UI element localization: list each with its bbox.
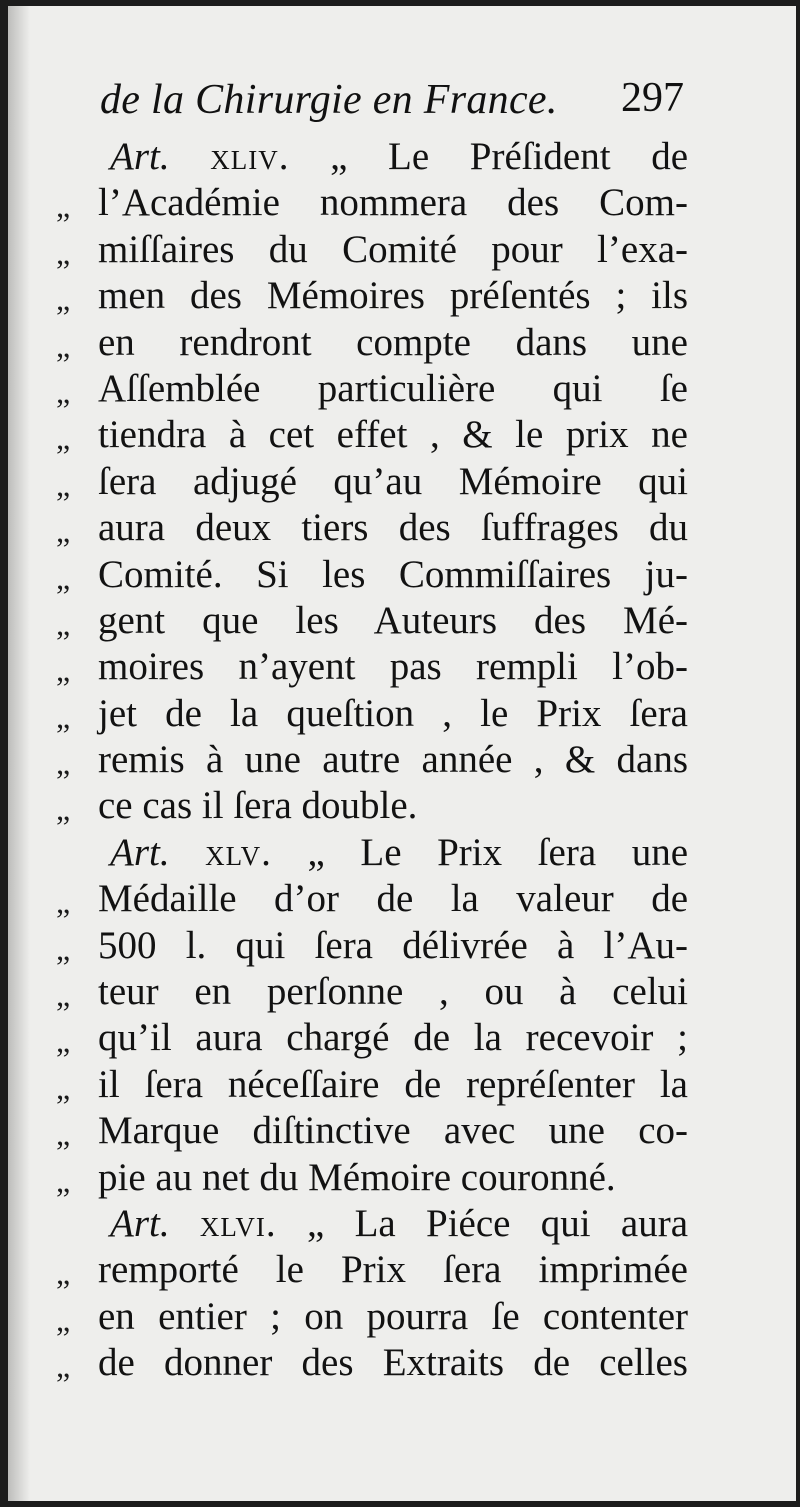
line-content: pie au net du Mémoire couronné. [98, 1155, 616, 1199]
quote-mark: „ [56, 930, 71, 967]
line-content: men des Mémoires préſentés ; ils [98, 274, 688, 318]
article-label: Art. [110, 830, 170, 874]
quote-mark: „ [56, 327, 71, 364]
text-line [48, 459, 688, 505]
article-heading-line [48, 134, 688, 180]
quote-mark: „ [56, 1023, 71, 1060]
text-line [48, 598, 688, 644]
line-content: tiendra à cet effet , & le prix ne [98, 413, 688, 457]
text-line [48, 1340, 688, 1386]
line-content: teur en perſonne , ou à celui [98, 970, 688, 1014]
quote-mark: „ [56, 466, 71, 503]
text-line [48, 180, 688, 226]
article-heading-line [48, 1201, 688, 1247]
text-line [48, 273, 688, 319]
text-line [48, 505, 688, 551]
quote-mark: „ [56, 188, 71, 225]
quote-mark: „ [56, 652, 71, 689]
quote-mark: „ [56, 698, 71, 735]
line-content: gent que les Auteurs des Mé- [98, 598, 688, 642]
text-line [48, 1062, 688, 1108]
article-heading [110, 830, 688, 876]
quote-mark: „ [56, 1162, 71, 1199]
text-line [48, 644, 688, 690]
text-line [48, 969, 688, 1015]
quote-mark: „ [56, 559, 71, 596]
quote-mark: „ [56, 977, 71, 1014]
line-content: remis à une autre année , & dans [98, 738, 688, 782]
quote-mark: „ [56, 234, 71, 271]
text-line [48, 320, 688, 366]
article-number: xliv. [210, 135, 290, 178]
quote-mark: „ [56, 1348, 71, 1385]
text-line [48, 1294, 688, 1340]
line-content: moires n’ayent pas rempli l’ob- [98, 645, 688, 689]
quote-mark: „ [56, 281, 71, 318]
line-content: aura deux tiers des ſuffrages du [98, 506, 688, 550]
line-content: jet de la queſtion , le Prix ſera [98, 691, 688, 735]
quote-mark: „ [56, 1069, 71, 1106]
line-content: l’Académie nommera des Com- [98, 181, 688, 225]
text-line [48, 783, 688, 829]
line-content: Médaille d’or de la valeur de [98, 877, 688, 921]
line-content: il ſera néceſſaire de repréſenter la [98, 1062, 688, 1106]
line-content: Comité. Si les Commiſſaires ju- [98, 552, 688, 596]
article-label: Art. [110, 135, 170, 178]
quote-mark: „ [56, 884, 71, 921]
line-content: qu’il aura chargé de la recevoir ; [98, 1016, 688, 1060]
article-heading [110, 1201, 688, 1247]
text-line [48, 366, 688, 412]
article-heading [110, 134, 688, 180]
page-number: 297 [621, 75, 684, 121]
line-content: „ Le Préſident de [330, 135, 689, 178]
quote-mark: „ [56, 745, 71, 782]
running-title: de la Chirurgie en France. [100, 77, 558, 123]
text-line [48, 923, 688, 969]
line-content: „ La Piéce qui aura [306, 1201, 689, 1245]
article-label: Art. [110, 1201, 170, 1245]
line-content: Marque diſtinctive avec une co- [98, 1109, 688, 1153]
article-number: xlvi. [199, 1201, 277, 1245]
text-line [48, 1108, 688, 1154]
article-number: xlv. [205, 830, 272, 874]
text-line [48, 691, 688, 737]
text-line [48, 1015, 688, 1061]
quote-mark: „ [56, 791, 71, 828]
quote-mark: „ [56, 1301, 71, 1338]
line-content: miſſaires du Comité pour l’exa- [98, 227, 688, 271]
text-line [48, 552, 688, 598]
text-line [48, 737, 688, 783]
text-line [48, 227, 688, 273]
line-content: „ Le Prix ſera une [307, 830, 689, 874]
text-line [48, 876, 688, 922]
quote-mark: „ [56, 373, 71, 410]
quote-mark: „ [56, 420, 71, 457]
line-content: en rendront compte dans une [98, 320, 688, 364]
line-content: Aſſemblée particulière qui ſe [98, 366, 688, 410]
text-line [48, 1247, 688, 1293]
book-page [8, 6, 796, 1501]
line-content: de donner des Extraits de celles [98, 1341, 688, 1385]
text-line [48, 412, 688, 458]
body-text [48, 134, 688, 1387]
quote-mark: „ [56, 513, 71, 550]
quote-mark: „ [56, 605, 71, 642]
page-header [100, 66, 684, 130]
line-content: ce cas il ſera double. [98, 784, 418, 828]
quote-mark: „ [56, 1116, 71, 1153]
line-content: 500 l. qui ſera délivrée à l’Au- [98, 923, 688, 967]
article-heading-line [48, 830, 688, 876]
line-content: remporté le Prix ſera imprimée [98, 1248, 688, 1292]
line-content: en entier ; on pourra ſe contenter [98, 1294, 688, 1338]
line-content: ſera adjugé qu’au Mémoire qui [98, 459, 688, 503]
text-line [48, 1155, 688, 1201]
quote-mark: „ [56, 1255, 71, 1292]
